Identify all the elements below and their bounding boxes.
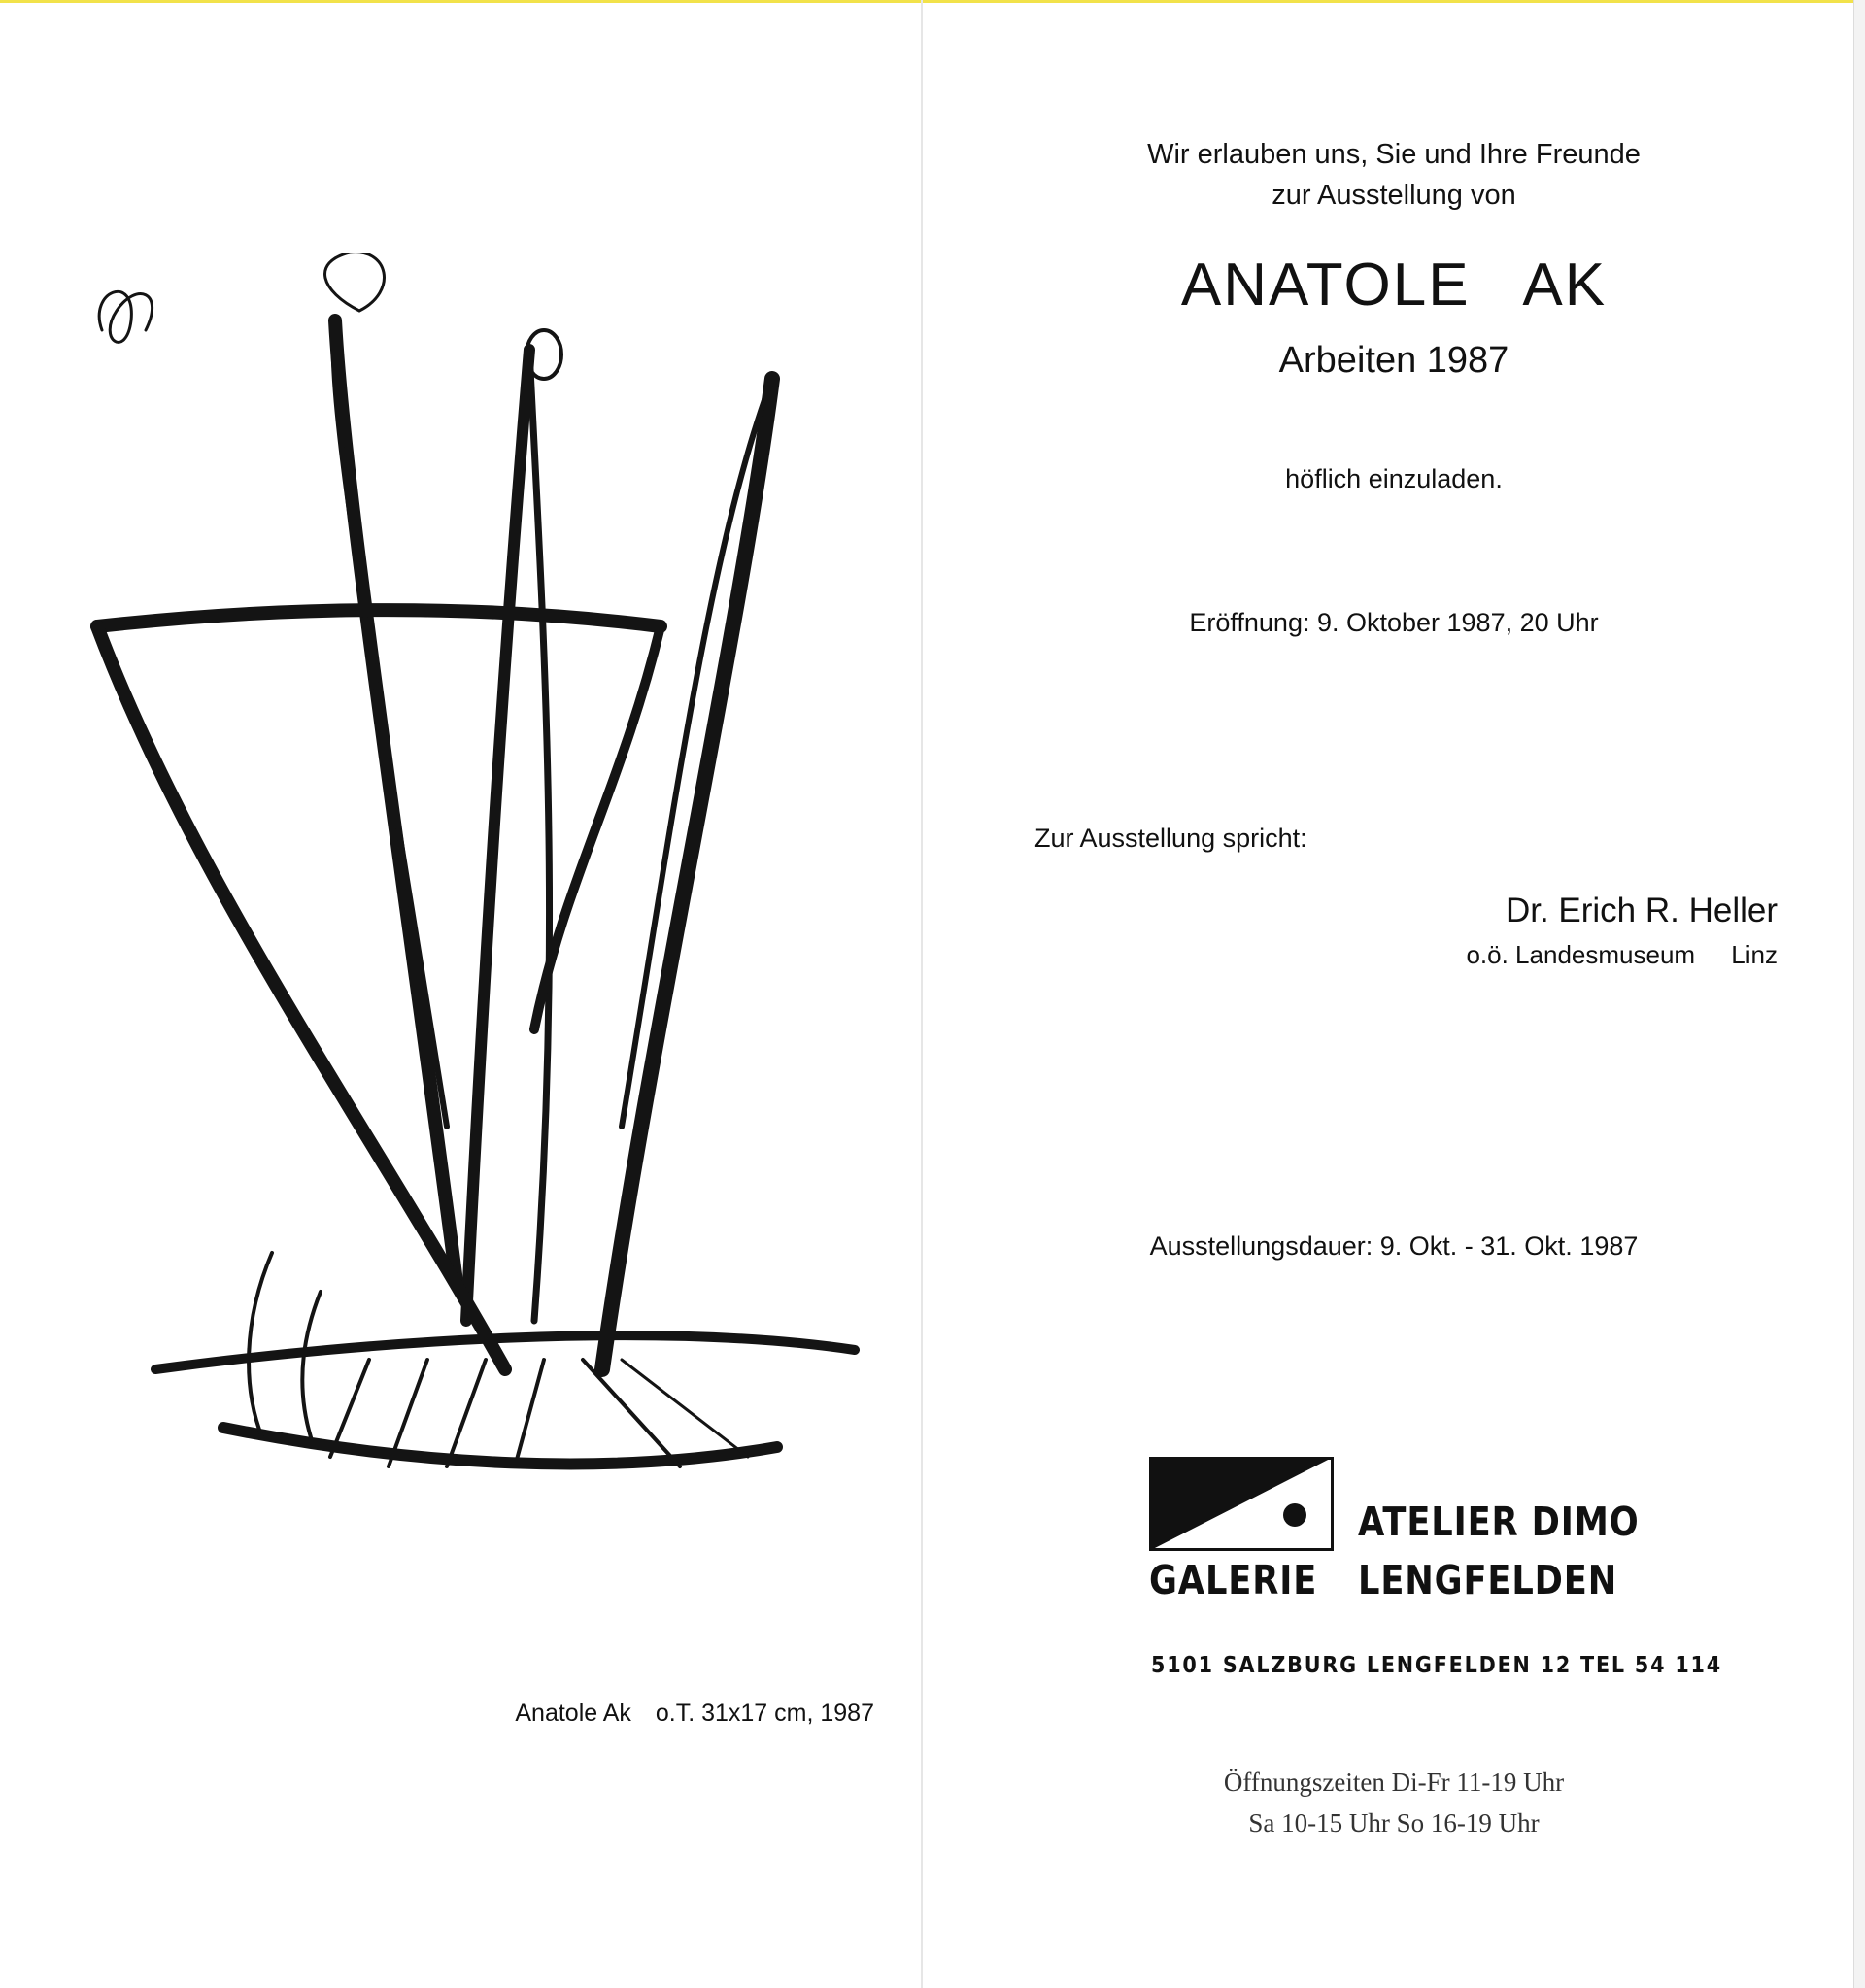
left-page xyxy=(0,0,923,1988)
gallery-logo-icon xyxy=(1149,1457,1334,1551)
invitation-intro xyxy=(923,134,1865,216)
institution-city: Linz xyxy=(1731,940,1778,969)
gallery-address: 5101 SALZBURG LENGFELDEN 12 TEL 54 114 xyxy=(1151,1653,1722,1678)
gallery-name-atelier: ATELIER DIMO xyxy=(1358,1499,1640,1545)
exhibition-duration: Ausstellungsdauer: 9. Okt. - 31. Okt. 1987 xyxy=(1149,1231,1639,1261)
opening-hours-weekend: Sa 10-15 Uhr So 16-19 Uhr xyxy=(1248,1808,1540,1837)
artwork-caption xyxy=(427,1700,874,1728)
institution-name: o.ö. Landesmuseum xyxy=(1466,940,1696,969)
gallery-name-galerie: GALERIE xyxy=(1149,1557,1318,1603)
gallery-name-lengfelden: LENGFELDEN xyxy=(1358,1557,1618,1603)
speaker-institution xyxy=(1311,940,1778,970)
intro-line-2: zur Ausstellung von xyxy=(1272,180,1516,211)
works-title: Arbeiten 1987 xyxy=(1278,340,1509,381)
artist-name: ANATOLE AK xyxy=(1180,252,1608,319)
caption-artist: Anatole Ak xyxy=(515,1700,631,1727)
invite-text: höflich einzuladen. xyxy=(1285,464,1503,493)
artwork-drawing xyxy=(78,253,874,1651)
opening-date: Eröffnung: 9. Oktober 1987, 20 Uhr xyxy=(1189,608,1599,637)
intro-line-1: Wir erlauben uns, Sie und Ihre Freunde xyxy=(1147,139,1641,170)
speaker-intro: Zur Ausstellung spricht: xyxy=(1034,824,1307,853)
caption-details: o.T. 31x17 cm, 1987 xyxy=(655,1700,874,1727)
opening-hours-weekdays: Öffnungszeiten Di-Fr 11-19 Uhr xyxy=(1223,1768,1565,1797)
speaker-name: Dr. Erich R. Heller xyxy=(1505,892,1778,929)
